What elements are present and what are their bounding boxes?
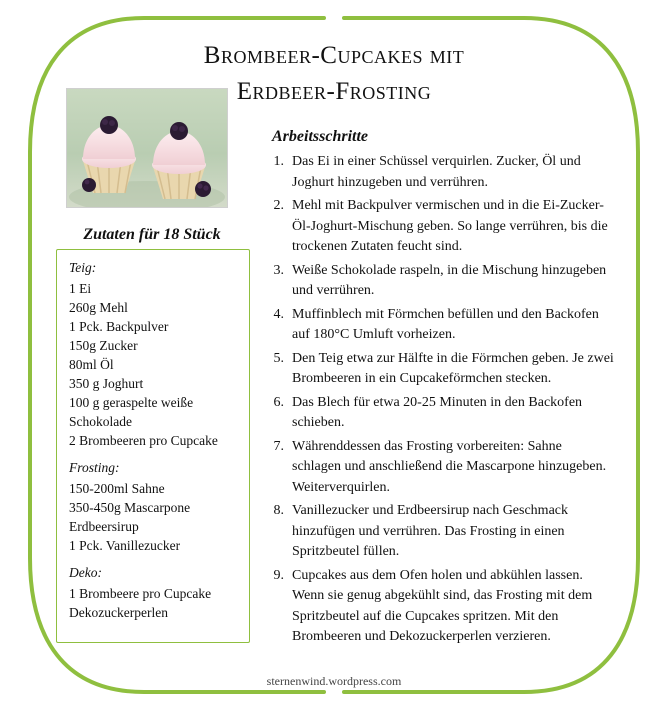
step-item (268, 152, 614, 193)
ingredient-group-title: Teig: (69, 260, 97, 275)
ingredient-item: 150-200ml Sahne (69, 481, 165, 496)
cupcakes-photo (66, 88, 228, 208)
ingredient-item: 80ml Öl (69, 357, 114, 372)
ingredient-item: 260g Mehl (69, 300, 128, 315)
title-line-2: Erdbeer-Frosting (236, 78, 432, 105)
ingredient-item: 2 Brombeeren pro Cupcake (69, 433, 218, 448)
step-number: 9. (273, 567, 284, 583)
ingredient-item: Erdbeersirup (69, 519, 139, 534)
step-number: 5. (273, 350, 284, 366)
step-item (268, 393, 614, 434)
ingredients-heading: Zutaten für 18 Stück (83, 226, 221, 243)
ingredient-group-title: Deko: (69, 565, 102, 580)
step-number: 1. (273, 154, 284, 169)
step-text: Das Ei in einer Schüssel verquirlen. Zucker, Öl und Joghurt hinzugeben und verrühren. (292, 154, 581, 190)
title-line-1: Brombeer-Cupcakes mit (203, 42, 465, 69)
ingredient-item: 1 Ei (69, 281, 92, 296)
step-item (268, 261, 614, 302)
steps-list (268, 152, 614, 651)
step-item (268, 349, 614, 390)
steps-heading: Arbeitsschritte (272, 128, 369, 145)
ingredient-group-title: Frosting: (69, 460, 120, 475)
ingredient-group (69, 565, 237, 622)
ingredients-box (56, 249, 250, 643)
step-number: 3. (273, 262, 284, 278)
ingredient-item: 100 g geraspelte weiße (69, 395, 194, 410)
step-number: 8. (273, 503, 284, 518)
step-item (268, 566, 614, 648)
ingredient-item: 1 Pck. Vanillezucker (69, 538, 181, 553)
ingredient-item: Schokolade (69, 414, 132, 429)
step-text: Währenddessen das Frosting vorbereiten: Sahne schlagen und anschließend die Mascarpone hinzugeben. Weiterverquirlen. (292, 438, 607, 495)
step-item (268, 196, 614, 258)
step-text: Cupcakes aus dem Ofen holen und abkühlen lassen. Wenn sie genug abgekühlt sind, das Frosting mit dem Spritzbeutel auf die Cupcakes spritzen. Mit den Brombeeren und Dekozuckerperlen verzieren. (292, 567, 593, 644)
ingredient-item: 1 Brombeere pro Cupcake (69, 586, 212, 601)
step-item (268, 437, 614, 499)
ingredient-item: 350 g Joghurt (69, 376, 144, 391)
ingredient-item: 1 Pck. Backpulver (69, 319, 169, 334)
step-text: Den Teig etwa zur Hälfte in die Förmchen geben. Je zwei Brombeeren in ein Cupcakeförmchen stecken. (292, 350, 614, 386)
footer-url: sternenwind.wordpress.com (266, 674, 402, 688)
step-text: Das Blech für etwa 20-25 Minuten in den Backofen schieben. (292, 394, 583, 430)
step-item (268, 501, 614, 563)
step-text: Muffinblech mit Förmchen befüllen und den Backofen auf 180°C Umluft vorheizen. (292, 306, 599, 342)
step-number: 4. (273, 306, 284, 322)
ingredient-group (69, 460, 237, 555)
step-item (268, 305, 614, 346)
step-number: 7. (273, 438, 284, 454)
ingredient-item: 150g Zucker (69, 338, 138, 353)
step-text: Mehl mit Backpulver vermischen und in die Ei-Zucker-Öl-Joghurt-Mischung geben. So lange verrühren, bis die trockenen Zutaten feucht sind. (292, 198, 608, 254)
step-text: Vanillezucker und Erdbeersirup nach Geschmack hinzufügen und verrühren. Das Frosting in einen Spritzbeutel füllen. (292, 503, 568, 559)
step-text: Weiße Schokolade raspeln, in die Mischung hinzugeben und verrühren. (292, 262, 607, 298)
ingredient-item: Dekozuckerperlen (69, 605, 168, 620)
ingredient-group (69, 260, 237, 450)
step-number: 2. (273, 198, 284, 213)
step-number: 6. (273, 394, 284, 410)
ingredient-item: 350-450g Mascarpone (69, 500, 191, 515)
